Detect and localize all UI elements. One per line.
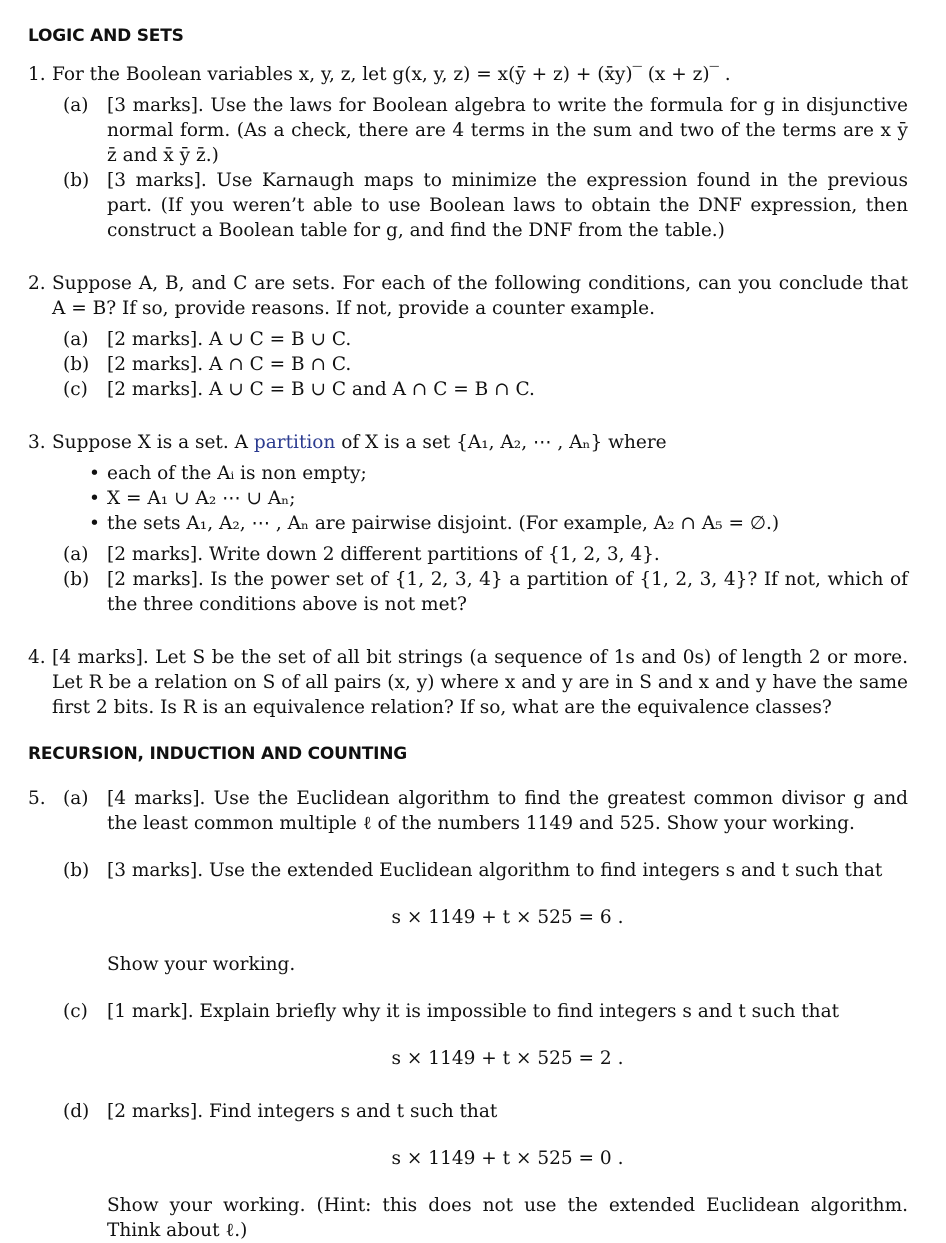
question-number: 4. bbox=[28, 647, 46, 668]
bullet-icon: • bbox=[89, 513, 100, 534]
bullet-text: each of the Aᵢ is non empty; bbox=[107, 463, 367, 484]
bullet-icon: • bbox=[89, 488, 100, 509]
display-equation: s × 1149 + t × 525 = 0 . bbox=[391, 1148, 624, 1169]
subquestion-text: [3 marks]. Use the laws for Boolean algebra to write the formula for g in disjunctive normal form. (As a check, there are 4 terms in the sum and two of the terms are x ȳ z̄ and x̄ ȳ z̄.) bbox=[107, 95, 908, 166]
section-heading-recursion: RECURSION, INDUCTION AND COUNTING bbox=[28, 744, 408, 764]
subquestion-text: [3 marks]. Use the extended Euclidean algorithm to find integers s and t such that bbox=[107, 860, 883, 881]
question-number: 2. bbox=[28, 273, 46, 294]
subquestion-text: [2 marks]. Write down 2 different partitions of {1, 2, 3, 4}. bbox=[107, 544, 660, 565]
subquestion-2b bbox=[63, 352, 908, 377]
partition-link[interactable]: partition bbox=[253, 432, 336, 453]
question-intro: For the Boolean variables x, y, z, let g(x, y, z) = x(ȳ + z) + (x̄y)‾ (x + z)‾ . bbox=[52, 64, 731, 85]
question-4 bbox=[28, 645, 908, 720]
bullet-icon: • bbox=[89, 463, 100, 484]
subquestion-5c bbox=[63, 999, 908, 1071]
subquestion-text: [1 mark]. Explain briefly why it is impossible to find integers s and t such that bbox=[107, 1001, 840, 1022]
display-equation: s × 1149 + t × 525 = 6 . bbox=[391, 907, 624, 928]
subquestion-5a bbox=[63, 786, 908, 836]
subquestion-label: (a) bbox=[63, 329, 89, 350]
subquestion-label: (d) bbox=[63, 1101, 90, 1122]
subquestion-text: [2 marks]. Find integers s and t such that bbox=[107, 1101, 498, 1122]
question-number: 1. bbox=[28, 64, 46, 85]
subquestion-3a bbox=[63, 542, 908, 567]
subquestion-text: [2 marks]. A ∩ C = B ∩ C. bbox=[107, 354, 352, 375]
question-intro: Suppose A, B, and C are sets. For each of the following conditions, can you conclude that A = B? If so, provide reasons. If not, provide a counter example. bbox=[52, 273, 908, 319]
subquestion-label: (a) bbox=[63, 544, 89, 565]
subquestion-2a bbox=[63, 327, 908, 352]
intro-text-pre: Suppose X is a set. A bbox=[52, 432, 248, 453]
exam-page bbox=[28, 24, 908, 1243]
subquestion-after-text: Show your working. bbox=[107, 954, 296, 975]
subquestion-label: (c) bbox=[63, 1001, 88, 1022]
bullet-item bbox=[63, 486, 908, 511]
bullet-item bbox=[63, 461, 908, 486]
question-number: 5. bbox=[28, 788, 46, 809]
subquestion-5d bbox=[63, 1099, 908, 1243]
subquestion-label: (b) bbox=[63, 569, 90, 590]
subquestion-label: (b) bbox=[63, 860, 90, 881]
subquestion-text: [3 marks]. Use Karnaugh maps to minimize the expression found in the previous part. (If you weren’t able to use Boolean laws to obtain the DNF expression, then construct a Boolean table for g, and find the DNF from the table.) bbox=[107, 170, 908, 241]
section-heading-logic: LOGIC AND SETS bbox=[28, 26, 184, 46]
question-2 bbox=[28, 271, 908, 402]
display-equation: s × 1149 + t × 525 = 2 . bbox=[391, 1048, 624, 1069]
question-number: 3. bbox=[28, 432, 46, 453]
question-intro bbox=[52, 430, 908, 455]
subquestion-label: (b) bbox=[63, 170, 90, 191]
subquestion-text: [4 marks]. Use the Euclidean algorithm to find the greatest common divisor g and the least common multiple ℓ of the numbers 1149 and 525. Show your working. bbox=[107, 788, 908, 834]
question-text: [4 marks]. Let S be the set of all bit strings (a sequence of 1s and 0s) of length 2 or more. Let R be a relation on S of all pairs (x, y) where x and y are in S and x and y have the same first 2 bits. Is R is an equivalence relation? If so, what are the equivalence classes? bbox=[52, 647, 908, 718]
subquestion-after-text: Show your working. (Hint: this does not use the extended Euclidean algorithm. Think about ℓ.) bbox=[107, 1195, 908, 1241]
question-5 bbox=[28, 786, 908, 1243]
bullet-text: the sets A₁, A₂, ⋯ , Aₙ are pairwise disjoint. (For example, A₂ ∩ A₅ = ∅.) bbox=[107, 513, 780, 534]
question-1 bbox=[28, 62, 908, 243]
subquestion-text: [2 marks]. Is the power set of {1, 2, 3, 4} a partition of {1, 2, 3, 4}? If not, which of the three conditions above is not met? bbox=[107, 569, 908, 615]
bullet-item bbox=[63, 511, 908, 536]
subquestion-label: (c) bbox=[63, 379, 88, 400]
intro-text-post: of X is a set {A₁, A₂, ⋯ , Aₙ} where bbox=[341, 432, 667, 453]
subquestion-2c bbox=[63, 377, 908, 402]
subquestion-5b bbox=[63, 858, 908, 977]
subquestion-3b bbox=[63, 567, 908, 617]
subquestion-text: [2 marks]. A ∪ C = B ∪ C and A ∩ C = B ∩ C. bbox=[107, 379, 535, 400]
subquestion-label: (b) bbox=[63, 354, 90, 375]
bullet-text: X = A₁ ∪ A₂ ⋯ ∪ Aₙ; bbox=[107, 488, 296, 509]
subquestion-1a bbox=[63, 93, 908, 168]
subquestion-label: (a) bbox=[63, 95, 89, 116]
subquestion-text: [2 marks]. A ∪ C = B ∪ C. bbox=[107, 329, 352, 350]
subquestion-label: (a) bbox=[63, 788, 89, 809]
question-3 bbox=[28, 430, 908, 617]
subquestion-1b bbox=[63, 168, 908, 243]
